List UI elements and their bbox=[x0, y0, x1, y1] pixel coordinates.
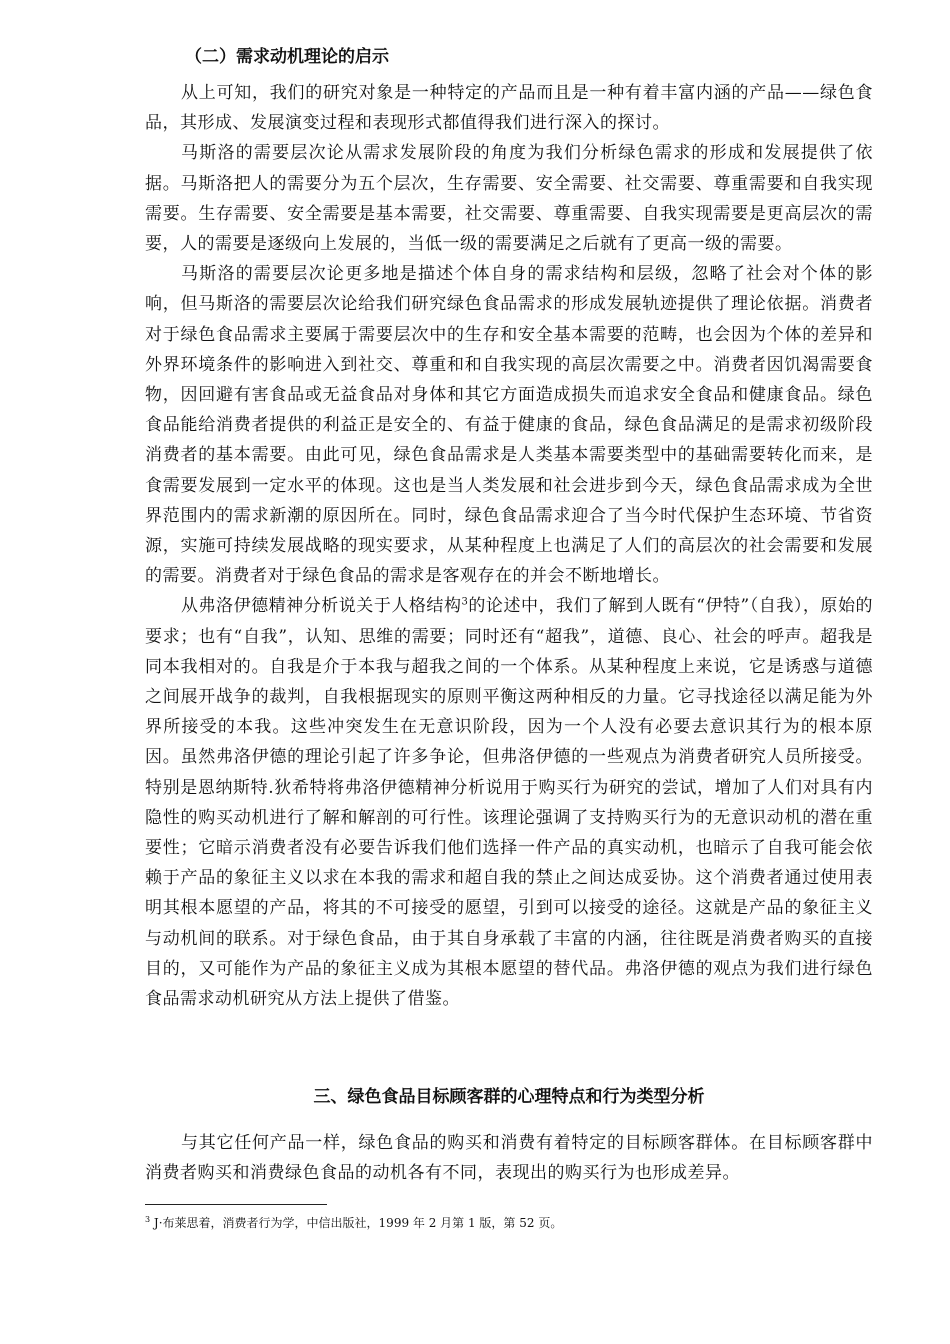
subsection-heading: （二）需求动机理论的启示 bbox=[185, 47, 389, 67]
freud-text-rest: 的论述中，我们了解到人既有“伊特”（自我），原始的要求；也有“自我”，认知、思维的需要；同时还有“超我”，道德、良心、社会的呼声。超我是同本我相对的。自我是介于本我与超我之间的一个体系。从某种程度上来说，它是诱惑与道德之间展开战争的裁判，自我根据现实的原则平衡这两种相反的力量。它寻找途径以满足能为外界所接受的本我。这些冲突发生在无意识阶段，因为一个人没有必要去意识其行为的根本原因。虽然弗洛伊德的理论引起了许多争论，但弗洛伊德的一些观点为消费者研究人员所接受。特别是恩纳斯特.狄希特将弗洛伊德精神分析说用于购买行为研究的尝试，增加了人们对具有内隐性的购买动机进行了解和解剖的可行性。该理论强调了支持购买行为的无意识动机的潜在重要性；它暗示消费者没有必要告诉我们他们选择一件产品的真实动机，也暗示了自我可能会依赖于产品的象征主义以求在本我的需求和超自我的禁止之间达成妥协。这个消费者通过使用表明其根本愿望的产品，将其的不可接受的愿望，引到可以接受的途径。这就是产品的象征主义与动机间的联系。对于绿色食品，由于其自身承载了丰富的内涵，往往既是消费者购买的直接目的，又可能作为产品的象征主义成为其根本愿望的替代品。弗洛伊德的观点为我们进行绿色食品需求动机研究从方法上提供了借鉴。 bbox=[145, 596, 873, 1010]
section-body bbox=[145, 1128, 873, 1188]
paragraph-freud bbox=[145, 591, 873, 1014]
footnote bbox=[145, 1211, 562, 1232]
section-heading: 三、绿色食品目标顾客群的心理特点和行为类型分析 bbox=[313, 1087, 705, 1107]
body-text bbox=[145, 78, 873, 1014]
freud-text-start: 从弗洛伊德精神分析说关于人格结构 bbox=[181, 596, 462, 617]
paragraph-target-group: 与其它任何产品一样，绿色食品的购买和消费有着特定的目标顾客群体。在目标顾客群中消费者购买和消费绿色食品的动机各有不同，表现出的购买行为也形成差异。 bbox=[145, 1133, 873, 1184]
footnote-text: J·布莱思着，消费者行为学，中信出版社，1999 年 2 月第 1 版，第 52 页。 bbox=[153, 1216, 563, 1230]
paragraph-maslow-green-food: 马斯洛的需要层次论更多地是描述个体自身的需求结构和层级，忽略了社会对个体的影响，但马斯洛的需要层次论给我们研究绿色食品需求的形成发展轨迹提供了理论依据。消费者对于绿色食品需求主要属于需要层次中的生存和安全基本需要的范畴，也会因为个体的差异和外界环境条件的影响进入到社交、尊重和和自我实现的高层次需要之中。消费者因饥渴需要食物，因回避有害食品或无益食品对身体和其它方面造成损失而追求安全食品和健康食品。绿色食品能给消费者提供的利益正是安全的、有益于健康的食品，绿色食品满足的是需求初级阶段消费者的基本需要。由此可见，绿色食品需求是人类基本需要类型中的基础需要转化而来，是食需要发展到一定水平的体现。这也是当人类发展和社会进步到今天，绿色食品需求成为全世界范围内的需求新潮的原因所在。同时，绿色食品需求迎合了当今时代保护生态环境、节省资源，实施可持续发展战略的现实要求，从某种程度上也满足了人们的高层次的社会需要和发展的需要。消费者对于绿色食品的需求是客观存在的并会不断地增长。 bbox=[145, 264, 873, 587]
footnote-divider bbox=[145, 1204, 327, 1205]
paragraph-maslow-hierarchy: 马斯洛的需要层次论从需求发展阶段的角度为我们分析绿色需求的形成和发展提供了依据。马斯洛把人的需要分为五个层次，生存需要、安全需要、社交需要、尊重需要和自我实现需要。生存需要、安全需要是基本需要，社交需要、尊重需要、自我实现需要是更高层次的需要，人的需要是逐级向上发展的，当低一级的需要满足之后就有了更高一级的需要。 bbox=[145, 143, 873, 255]
paragraph-intro: 从上可知，我们的研究对象是一种特定的产品而且是一种有着丰富内涵的产品——绿色食品，其形成、发展演变过程和表现形式都值得我们进行深入的探讨。 bbox=[145, 83, 873, 134]
footnote-mark: 3 bbox=[145, 1215, 151, 1224]
footnote-reference[interactable]: 3 bbox=[461, 596, 469, 608]
